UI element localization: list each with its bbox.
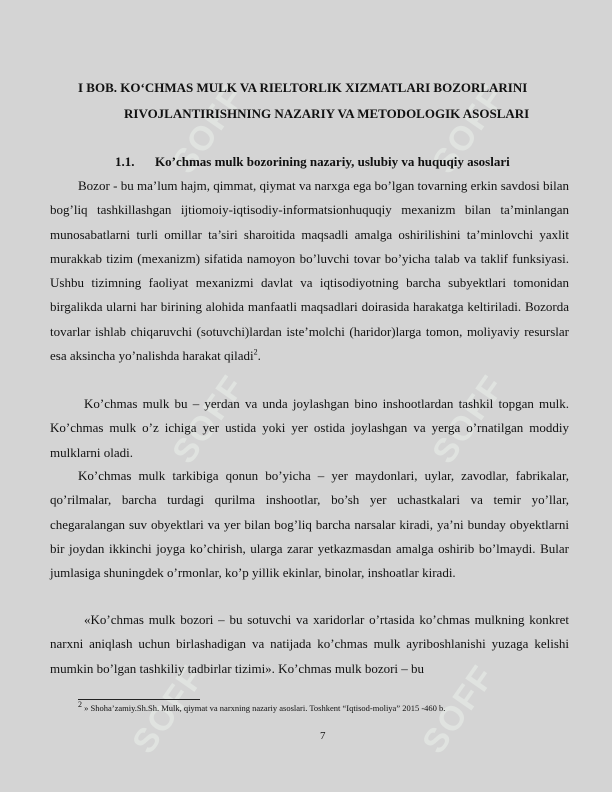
footnote-text: » Shoha’zamiy.Sh.Sh. Mulk, qiymat va narxning nazariy asoslari. Toshkent “Iqtisod-moliya” 2015 -460 b.	[84, 703, 446, 713]
chapter-title-line1: I BOB. KO‘CHMAS MULK VA RIELTORLIK XIZMATLARI BOZORLARINI	[78, 80, 528, 95]
paragraph-1-end: .	[257, 348, 261, 364]
watermark-text: SOFF	[125, 657, 213, 761]
watermark-text: SOFF	[165, 77, 253, 181]
section-title: Ko’chmas mulk bozorining nazariy, uslubiy va huquqiy asoslari	[155, 154, 510, 169]
watermark-text: SOFF	[165, 367, 253, 471]
paragraph-3: Ko’chmas mulk tarkibiga qonun bo’yicha – yer maydonlari, uylar, zavodlar, fabrikalar, qo’rilmalar, barcha turdagi qurilma inshootlar, bo’sh yer uchastkalari va temir yo’llar, chegaralangan suv obyektlari va yer bilan bog’liq barcha narsalar kiradi, ya’ni bunday obyektlarni bir joydan ikkinchi joyga ko’chirish, ularga zarar yetkazmasdan amalga oshirib bo’lmaydi. Bular jumlasiga shuningdek o’rmonlar, ko’p yillik ekinlar, binolar, inshoatlar kiradi.	[50, 468, 569, 581]
footnote	[78, 700, 446, 713]
footnote-separator	[78, 699, 200, 700]
section-heading	[115, 154, 510, 170]
footnote-ref: 2	[253, 347, 258, 357]
chapter-title-line2: RIVOJLANTIRISHNING NAZARIY VA METODOLOGIK ASOSLARI	[124, 106, 530, 121]
watermark-text: SOFF	[425, 77, 513, 181]
section-number: 1.1.	[115, 154, 135, 169]
watermark-text: SOFF	[425, 367, 513, 471]
paragraph-2: Ko’chmas mulk bu – yerdan va unda joylashgan bino inshootlardan tashkil topgan mulk. Ko’chmas mulk o’z ichiga yer ustida yoki yer ostida joylashgan va yerga o’rnatilgan moddiy mulklarni oladi.	[50, 396, 569, 460]
paragraph-1	[50, 174, 569, 368]
page-number: 7	[320, 730, 326, 742]
footnote-marker: 2	[78, 700, 82, 710]
paragraph-4: «Ko’chmas mulk bozori – bu sotuvchi va xaridorlar o’rtasida ko’chmas mulkning konkret narxni aniqlash uchun birlashadigan va natijada ko’chmas mulk ayriboshlanishi yuzaga kelishi mumkin bo’lgan tashkiliy tadbirlar tizimi». Ko’chmas mulk bozori – bu	[50, 612, 569, 676]
watermark-text: SOFF	[415, 657, 503, 761]
paragraph-1-text: Bozor - bu ma’lum hajm, qimmat, qiymat va narxga ega bo’lgan tovarning erkin savdosi bilan bog’liq tashkillashgan ijtiomoiy-iqtisodiy-informatsionhuquqiy mexanizm bilan ta’minlangan munosabatlarni turli omillar ta’siri sharoitida maqsadli amalga oshirilishini ta’minlovchi yaxlit murakkab tizim (mexanizm) sifatida namoyon bo’luvchi tovar bo’yicha talab va taklif funksiyasi. Ushbu tizimning faoliyat mexanizmi davlat va iqtisodiyotning barcha subyektlari tomonidan birgalikda ularni har birining alohida manfaatli maqsadlari doirasida harakatga keltiriladi. Bozorda tovarlar ishlab chiqaruvchi (sotuvchi)lardan iste’molchi (haridor)larga tomon, moliyaviy resurslar esa aksincha yo’nalishda harakat qiladi	[50, 178, 569, 364]
